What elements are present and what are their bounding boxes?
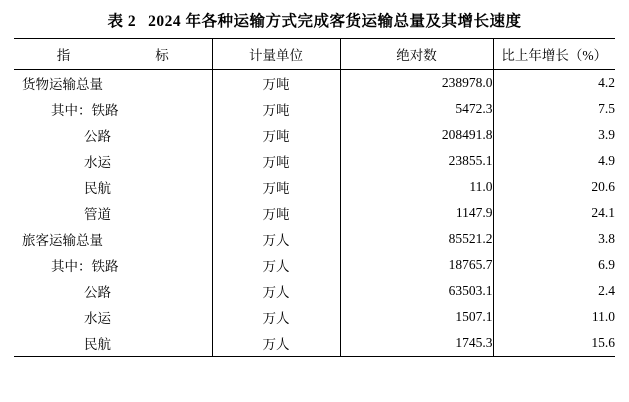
table-row	[14, 148, 615, 174]
row-absolute-value: 11.0	[340, 174, 493, 200]
row-absolute-value: 63503.1	[340, 278, 493, 304]
column-header-absolute: 绝对数	[340, 39, 493, 70]
row-absolute-value: 18765.7	[340, 252, 493, 278]
table-number: 表 2	[107, 13, 137, 30]
table-row	[14, 122, 615, 148]
row-unit: 万吨	[212, 96, 340, 122]
row-indicator: 其中：铁路	[51, 259, 119, 274]
table-title	[14, 0, 615, 38]
row-growth-rate: 3.8	[493, 226, 615, 252]
row-unit: 万吨	[212, 148, 340, 174]
row-unit: 万人	[212, 252, 340, 278]
row-growth-rate: 4.2	[493, 70, 615, 97]
table-row	[14, 96, 615, 122]
row-growth-rate: 3.9	[493, 122, 615, 148]
table-row	[14, 252, 615, 278]
table-row	[14, 330, 615, 357]
header-row	[14, 39, 615, 70]
row-growth-rate: 6.9	[493, 252, 615, 278]
row-absolute-value: 1147.9	[340, 200, 493, 226]
transport-statistics-table	[14, 38, 615, 357]
row-indicator: 公路	[84, 285, 111, 300]
row-indicator: 管道	[84, 207, 111, 222]
column-header-indicator: 指 标	[14, 39, 212, 70]
row-unit: 万吨	[212, 200, 340, 226]
row-unit: 万吨	[212, 174, 340, 200]
row-absolute-value: 238978.0	[340, 70, 493, 97]
row-absolute-value: 208491.8	[340, 122, 493, 148]
row-growth-rate: 11.0	[493, 304, 615, 330]
row-absolute-value: 1745.3	[340, 330, 493, 357]
table-row	[14, 70, 615, 97]
table-body	[14, 70, 615, 357]
row-indicator: 旅客运输总量	[22, 233, 103, 248]
row-absolute-value: 1507.1	[340, 304, 493, 330]
row-growth-rate: 4.9	[493, 148, 615, 174]
row-unit: 万人	[212, 330, 340, 357]
table-row	[14, 304, 615, 330]
table-header	[14, 39, 615, 70]
table-caption: 2024 年各种运输方式完成客货运输总量及其增长速度	[148, 13, 522, 30]
column-header-growth: 比上年增长（%）	[493, 39, 615, 70]
row-indicator: 公路	[84, 129, 111, 144]
table-row	[14, 278, 615, 304]
table-row	[14, 200, 615, 226]
table-row	[14, 174, 615, 200]
row-absolute-value: 5472.3	[340, 96, 493, 122]
row-growth-rate: 2.4	[493, 278, 615, 304]
row-unit: 万人	[212, 226, 340, 252]
row-unit: 万吨	[212, 70, 340, 97]
row-indicator: 货物运输总量	[22, 77, 103, 92]
row-unit: 万人	[212, 278, 340, 304]
row-unit: 万人	[212, 304, 340, 330]
row-indicator: 民航	[84, 181, 111, 196]
row-indicator: 其中：铁路	[51, 103, 119, 118]
row-growth-rate: 24.1	[493, 200, 615, 226]
column-header-unit: 计量单位	[212, 39, 340, 70]
row-unit: 万吨	[212, 122, 340, 148]
row-absolute-value: 23855.1	[340, 148, 493, 174]
row-absolute-value: 85521.2	[340, 226, 493, 252]
row-indicator: 民航	[14, 330, 212, 357]
row-growth-rate: 7.5	[493, 96, 615, 122]
row-growth-rate: 15.6	[493, 330, 615, 357]
row-growth-rate: 20.6	[493, 174, 615, 200]
table-row	[14, 226, 615, 252]
row-indicator: 水运	[84, 311, 111, 326]
row-indicator: 水运	[84, 155, 111, 170]
